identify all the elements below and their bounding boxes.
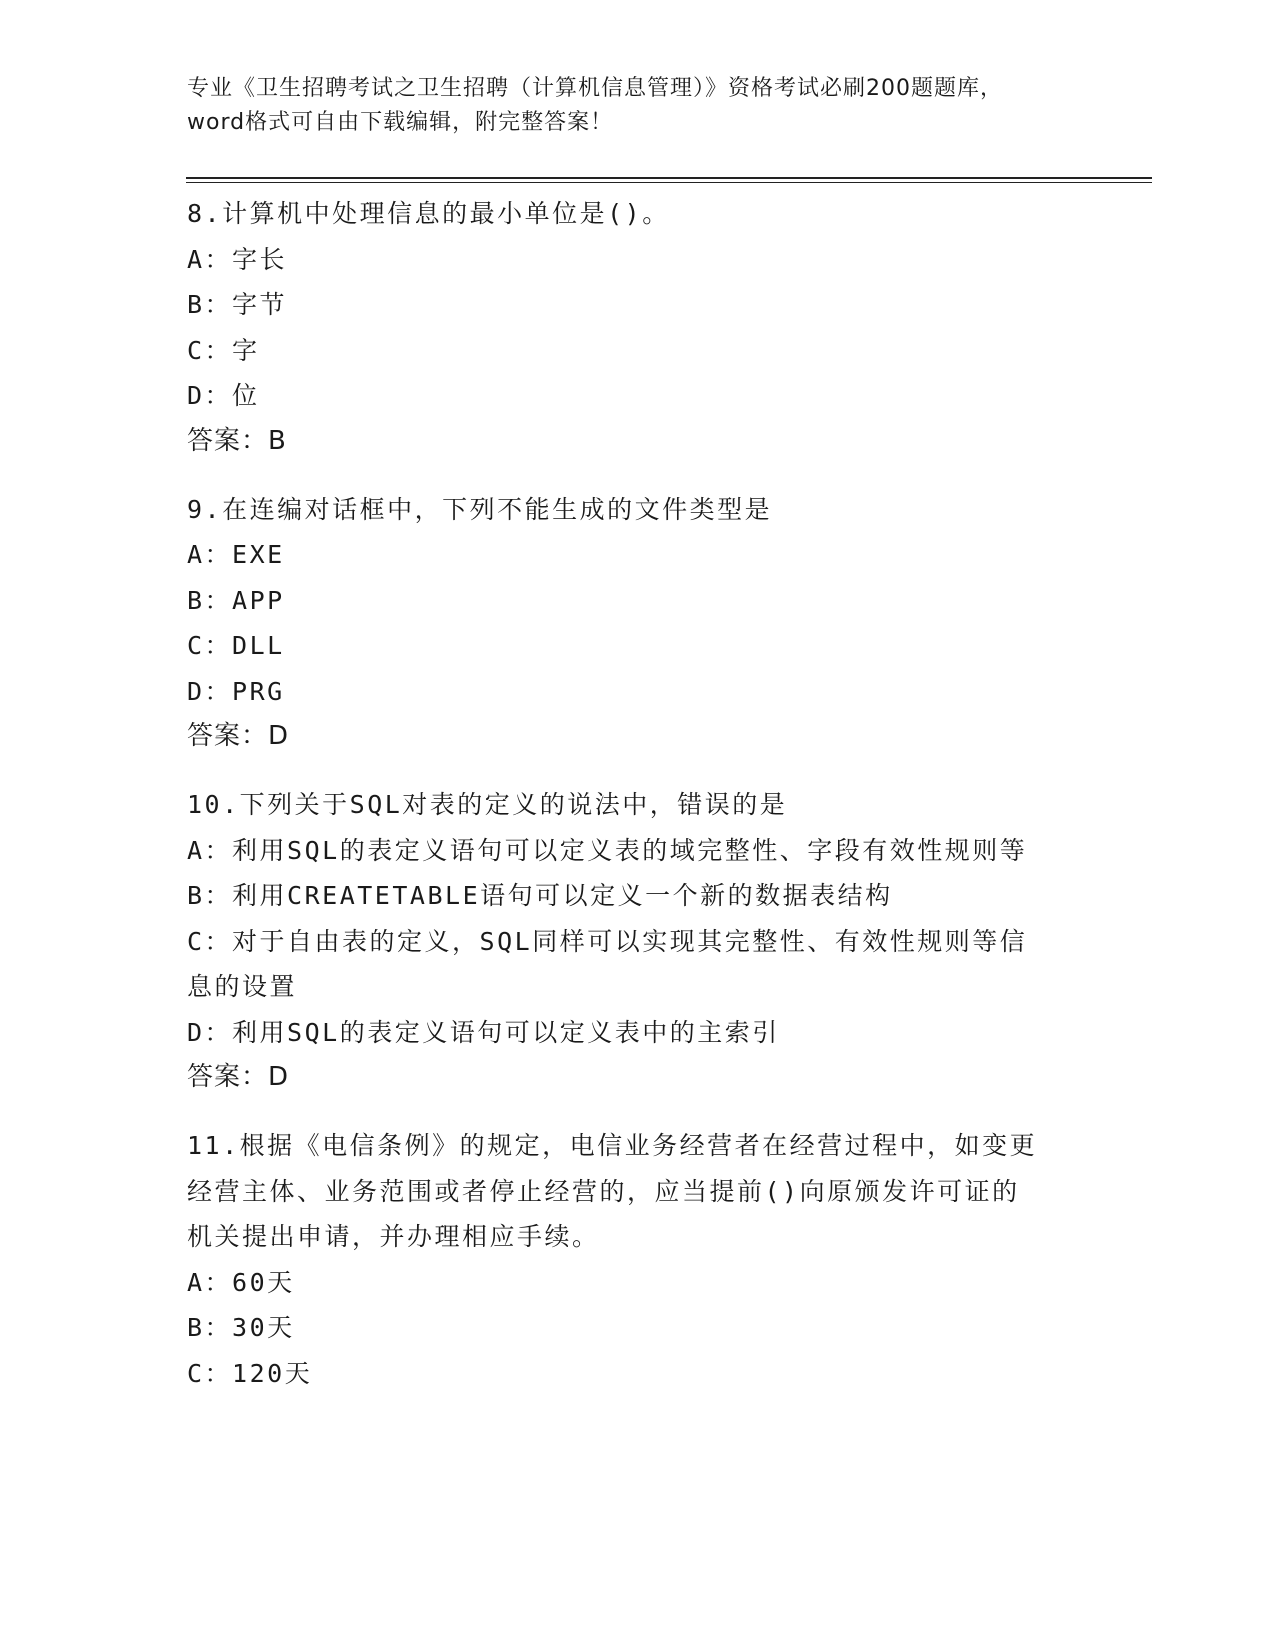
- answer-option: B：30天: [187, 1313, 295, 1342]
- question-stem: 机关提出申请，并办理相应手续。: [187, 1222, 600, 1251]
- answer-option: C：DLL: [187, 631, 285, 660]
- question-stem: 经营主体、业务范围或者停止经营的，应当提前()向原颁发许可证的: [187, 1176, 1020, 1206]
- answer-option: D：利用SQL的表定义语句可以定义表中的主索引: [187, 1017, 780, 1047]
- question-stem: 10.下列关于SQL对表的定义的说法中，错误的是: [187, 790, 788, 819]
- question-stem: 9.在连编对话框中，下列不能生成的文件类型是: [187, 494, 773, 524]
- answer-option: D：位: [187, 381, 260, 410]
- answer-key: 答案：D: [187, 1062, 290, 1092]
- question-block: [187, 1123, 1087, 1396]
- answer-option: B：APP: [187, 585, 285, 615]
- answer-option: A：60天: [187, 1267, 295, 1297]
- answer-option: B：字节: [187, 290, 288, 319]
- answer-option: C：120天: [187, 1358, 313, 1388]
- question-block: [187, 191, 1087, 463]
- answer-option: 息的设置: [187, 972, 298, 1001]
- header-line-2: word格式可自由下载编辑，附完整答案！: [187, 110, 614, 135]
- answer-key: 答案：D: [187, 721, 290, 751]
- document-header: [187, 72, 1067, 140]
- answer-option: C：对于自由表的定义，SQL同样可以实现其完整性、有效性规则等信: [187, 926, 1028, 956]
- question-block: [187, 782, 1087, 1099]
- question-stem: 8.计算机中处理信息的最小单位是()。: [187, 199, 670, 228]
- answer-option: D：PRG: [187, 676, 285, 706]
- answer-option: A：EXE: [187, 540, 285, 569]
- answer-option: A：字长: [187, 244, 288, 274]
- answer-option: C：字: [187, 335, 260, 365]
- answer-option: A：利用SQL的表定义语句可以定义表的域完整性、字段有效性规则等: [187, 835, 1028, 865]
- header-divider-thick: [186, 177, 1152, 179]
- question-block: [187, 487, 1087, 759]
- header-divider-thin: [186, 182, 1152, 183]
- answer-option: B：利用CREATETABLE语句可以定义一个新的数据表结构: [187, 881, 893, 910]
- question-list: [187, 191, 1087, 1420]
- answer-key: 答案：B: [187, 425, 287, 456]
- question-stem: 11.根据《电信条例》的规定，电信业务经营者在经营过程中，如变更: [187, 1131, 1038, 1160]
- header-line-1: 专业《卫生招聘考试之卫生招聘（计算机信息管理）》资格考试必刷200题题库，: [187, 76, 1003, 101]
